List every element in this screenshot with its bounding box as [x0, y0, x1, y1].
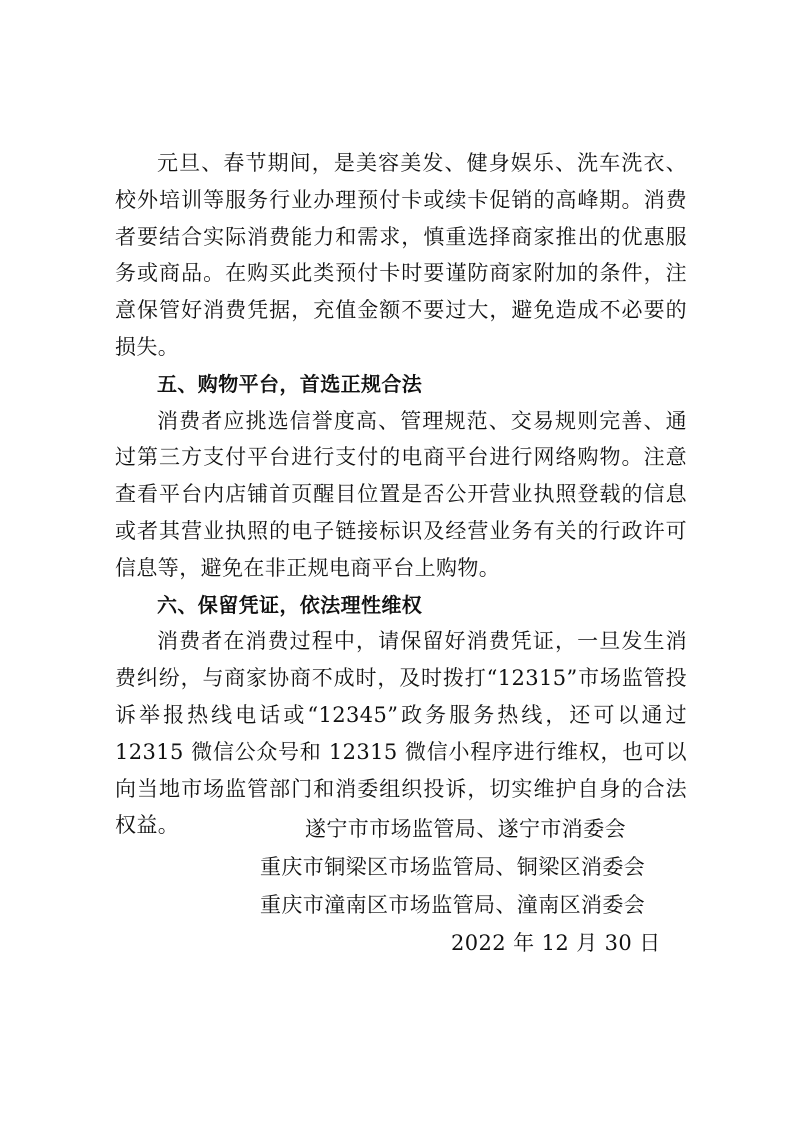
heading-section-6: 六、保留凭证，依法理性维权 — [157, 592, 423, 617]
signature-block — [115, 810, 687, 962]
signature-suining: 遂宁市市场监管局、遂宁市消委会 — [305, 817, 626, 841]
signature-date: 2022 年 12 月 30 日 — [451, 931, 661, 955]
signature-tongliang: 重庆市铜梁区市场监管局、铜梁区消委会 — [260, 855, 646, 879]
document-body — [115, 145, 687, 955]
paragraph-prepaid-cards: 元旦、春节期间，是美容美发、健身娱乐、洗车洗衣、校外培训等服务行业办理预付卡或续卡促销的高峰期。消费者要结合实际消费能力和需求，慎重选择商家推出的优惠服务或商品。在购买此类预付卡时要谨防商家附加的条件，注意保管好消费凭据，充值金额不要过大，避免造成不必要的损失。 — [115, 151, 687, 359]
signature-tongnan: 重庆市潼南区市场监管局、潼南区消委会 — [260, 893, 646, 917]
paragraph-keep-receipts: 消费者在消费过程中，请保留好消费凭证，一旦发生消费纠纷，与商家协商不成时，及时拨打“12315”市场监管投诉举报热线电话或“12345”政务服务热线，还可以通过 12315 微信公众号和 12315 微信小程序进行维权，也可以向当地市场监管部门和消委组织投诉，切实维护自身的合法权益。 — [115, 629, 687, 838]
paragraph-shopping-platform: 消费者应挑选信誉度高、管理规范、交易规则完善、通过第三方支付平台进行支付的电商平台进行网络购物。注意查看平台内店铺首页醒目位置是否公开营业执照登载的信息或者其营业执照的电子链接标识及经营业务有关的行政许可信息等，避免在非正规电商平台上购物。 — [115, 408, 687, 580]
heading-section-5: 五、购物平台，首选正规合法 — [157, 371, 423, 396]
